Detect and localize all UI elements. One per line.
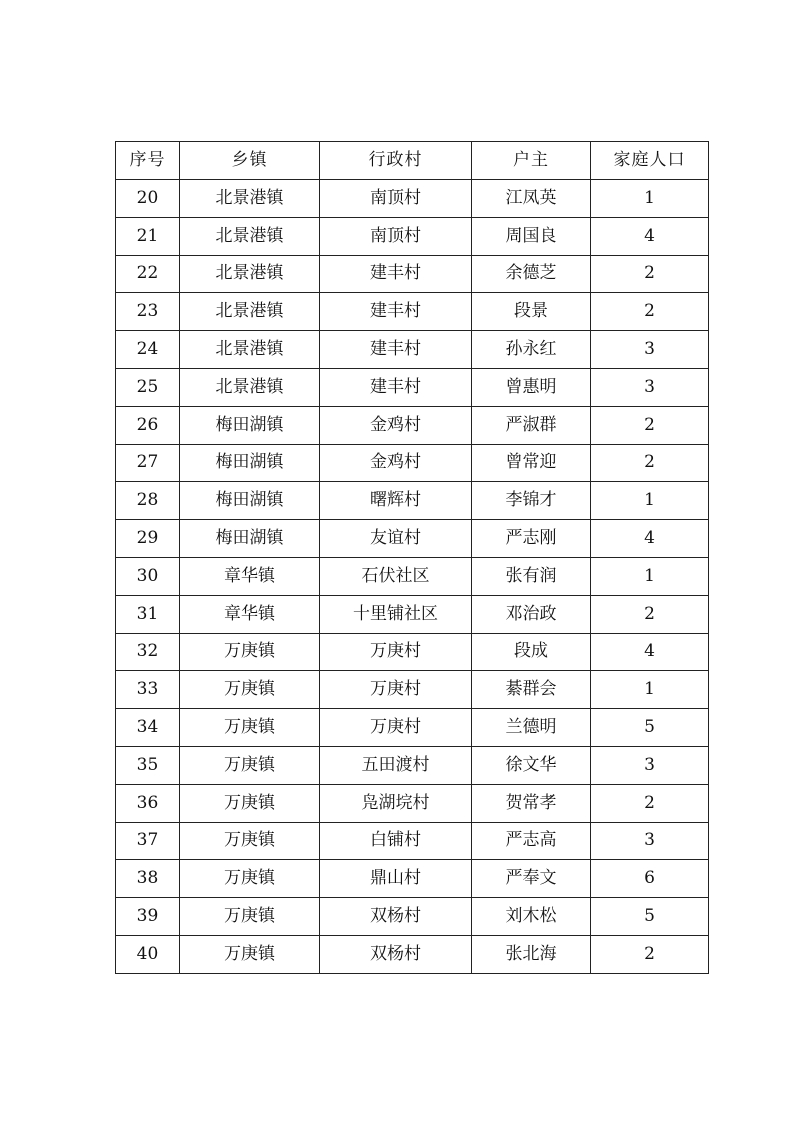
- cell-village: 石伏社区: [320, 557, 472, 595]
- table-row: [116, 746, 709, 784]
- cell-town: 北景港镇: [180, 180, 320, 218]
- table-header: [116, 142, 709, 180]
- table-row: [116, 406, 709, 444]
- cell-town: 北景港镇: [180, 217, 320, 255]
- document-page: [115, 141, 708, 974]
- cell-serial: 23: [116, 293, 180, 331]
- cell-householder: 綦群会: [472, 671, 591, 709]
- header-row: [116, 142, 709, 180]
- cell-householder: 江凤英: [472, 180, 591, 218]
- header-family-size: 家庭人口: [591, 142, 709, 180]
- cell-village: 万庚村: [320, 709, 472, 747]
- cell-serial: 28: [116, 482, 180, 520]
- table-row: [116, 520, 709, 558]
- table-row: [116, 444, 709, 482]
- cell-family-size: 4: [591, 217, 709, 255]
- cell-family-size: 3: [591, 331, 709, 369]
- cell-householder: 兰德明: [472, 709, 591, 747]
- cell-householder: 孙永红: [472, 331, 591, 369]
- table-row: [116, 255, 709, 293]
- cell-serial: 32: [116, 633, 180, 671]
- table-row: [116, 709, 709, 747]
- cell-town: 北景港镇: [180, 255, 320, 293]
- table-row: [116, 331, 709, 369]
- cell-village: 双杨村: [320, 898, 472, 936]
- cell-serial: 25: [116, 368, 180, 406]
- cell-village: 双杨村: [320, 935, 472, 973]
- cell-village: 万庚村: [320, 633, 472, 671]
- cell-householder: 张有润: [472, 557, 591, 595]
- cell-householder: 周国良: [472, 217, 591, 255]
- table-row: [116, 368, 709, 406]
- table-body: [116, 180, 709, 974]
- cell-family-size: 5: [591, 898, 709, 936]
- cell-householder: 段成: [472, 633, 591, 671]
- cell-town: 梅田湖镇: [180, 482, 320, 520]
- cell-town: 梅田湖镇: [180, 406, 320, 444]
- cell-town: 万庚镇: [180, 709, 320, 747]
- table-row: [116, 293, 709, 331]
- cell-family-size: 1: [591, 671, 709, 709]
- cell-village: 建丰村: [320, 368, 472, 406]
- cell-serial: 30: [116, 557, 180, 595]
- cell-village: 五田渡村: [320, 746, 472, 784]
- cell-village: 白铺村: [320, 822, 472, 860]
- cell-serial: 29: [116, 520, 180, 558]
- header-town: 乡镇: [180, 142, 320, 180]
- cell-town: 北景港镇: [180, 331, 320, 369]
- cell-family-size: 3: [591, 746, 709, 784]
- cell-serial: 24: [116, 331, 180, 369]
- cell-town: 万庚镇: [180, 671, 320, 709]
- cell-village: 曙辉村: [320, 482, 472, 520]
- cell-town: 万庚镇: [180, 935, 320, 973]
- table-row: [116, 482, 709, 520]
- cell-householder: 严志刚: [472, 520, 591, 558]
- cell-householder: 余德芝: [472, 255, 591, 293]
- cell-family-size: 1: [591, 482, 709, 520]
- cell-village: 南顶村: [320, 180, 472, 218]
- cell-serial: 21: [116, 217, 180, 255]
- cell-householder: 张北海: [472, 935, 591, 973]
- table-row: [116, 557, 709, 595]
- cell-family-size: 5: [591, 709, 709, 747]
- table-row: [116, 217, 709, 255]
- cell-town: 万庚镇: [180, 784, 320, 822]
- cell-village: 鼎山村: [320, 860, 472, 898]
- cell-serial: 39: [116, 898, 180, 936]
- header-serial: 序号: [116, 142, 180, 180]
- cell-village: 南顶村: [320, 217, 472, 255]
- cell-village: 友谊村: [320, 520, 472, 558]
- cell-serial: 35: [116, 746, 180, 784]
- cell-householder: 徐文华: [472, 746, 591, 784]
- cell-householder: 刘木松: [472, 898, 591, 936]
- cell-town: 梅田湖镇: [180, 520, 320, 558]
- cell-village: 金鸡村: [320, 444, 472, 482]
- cell-serial: 40: [116, 935, 180, 973]
- table-row: [116, 822, 709, 860]
- cell-town: 万庚镇: [180, 898, 320, 936]
- cell-family-size: 2: [591, 935, 709, 973]
- cell-householder: 严志高: [472, 822, 591, 860]
- cell-serial: 26: [116, 406, 180, 444]
- household-table: [115, 141, 709, 974]
- cell-family-size: 2: [591, 255, 709, 293]
- cell-family-size: 2: [591, 293, 709, 331]
- cell-family-size: 2: [591, 406, 709, 444]
- cell-family-size: 1: [591, 557, 709, 595]
- table-row: [116, 595, 709, 633]
- cell-village: 金鸡村: [320, 406, 472, 444]
- cell-householder: 邓治政: [472, 595, 591, 633]
- header-householder: 户主: [472, 142, 591, 180]
- cell-town: 北景港镇: [180, 293, 320, 331]
- cell-village: 凫湖垸村: [320, 784, 472, 822]
- table-row: [116, 633, 709, 671]
- header-village: 行政村: [320, 142, 472, 180]
- cell-family-size: 3: [591, 822, 709, 860]
- table-row: [116, 180, 709, 218]
- table-row: [116, 671, 709, 709]
- cell-serial: 20: [116, 180, 180, 218]
- cell-householder: 贺常孝: [472, 784, 591, 822]
- cell-town: 梅田湖镇: [180, 444, 320, 482]
- cell-town: 万庚镇: [180, 633, 320, 671]
- cell-serial: 27: [116, 444, 180, 482]
- cell-serial: 33: [116, 671, 180, 709]
- cell-householder: 曾惠明: [472, 368, 591, 406]
- cell-town: 万庚镇: [180, 860, 320, 898]
- table-row: [116, 860, 709, 898]
- cell-town: 万庚镇: [180, 822, 320, 860]
- cell-serial: 37: [116, 822, 180, 860]
- cell-serial: 34: [116, 709, 180, 747]
- cell-family-size: 2: [591, 444, 709, 482]
- cell-village: 建丰村: [320, 255, 472, 293]
- cell-householder: 严淑群: [472, 406, 591, 444]
- cell-family-size: 2: [591, 784, 709, 822]
- cell-serial: 22: [116, 255, 180, 293]
- table-row: [116, 898, 709, 936]
- cell-serial: 31: [116, 595, 180, 633]
- cell-village: 十里铺社区: [320, 595, 472, 633]
- cell-family-size: 4: [591, 633, 709, 671]
- cell-family-size: 2: [591, 595, 709, 633]
- cell-family-size: 1: [591, 180, 709, 218]
- cell-householder: 段景: [472, 293, 591, 331]
- cell-town: 章华镇: [180, 557, 320, 595]
- cell-town: 章华镇: [180, 595, 320, 633]
- cell-village: 建丰村: [320, 293, 472, 331]
- cell-serial: 36: [116, 784, 180, 822]
- cell-householder: 李锦才: [472, 482, 591, 520]
- table-row: [116, 784, 709, 822]
- cell-family-size: 4: [591, 520, 709, 558]
- cell-family-size: 6: [591, 860, 709, 898]
- cell-village: 万庚村: [320, 671, 472, 709]
- cell-family-size: 3: [591, 368, 709, 406]
- cell-serial: 38: [116, 860, 180, 898]
- table-row: [116, 935, 709, 973]
- cell-village: 建丰村: [320, 331, 472, 369]
- cell-householder: 曾常迎: [472, 444, 591, 482]
- cell-town: 北景港镇: [180, 368, 320, 406]
- cell-town: 万庚镇: [180, 746, 320, 784]
- cell-householder: 严奉文: [472, 860, 591, 898]
